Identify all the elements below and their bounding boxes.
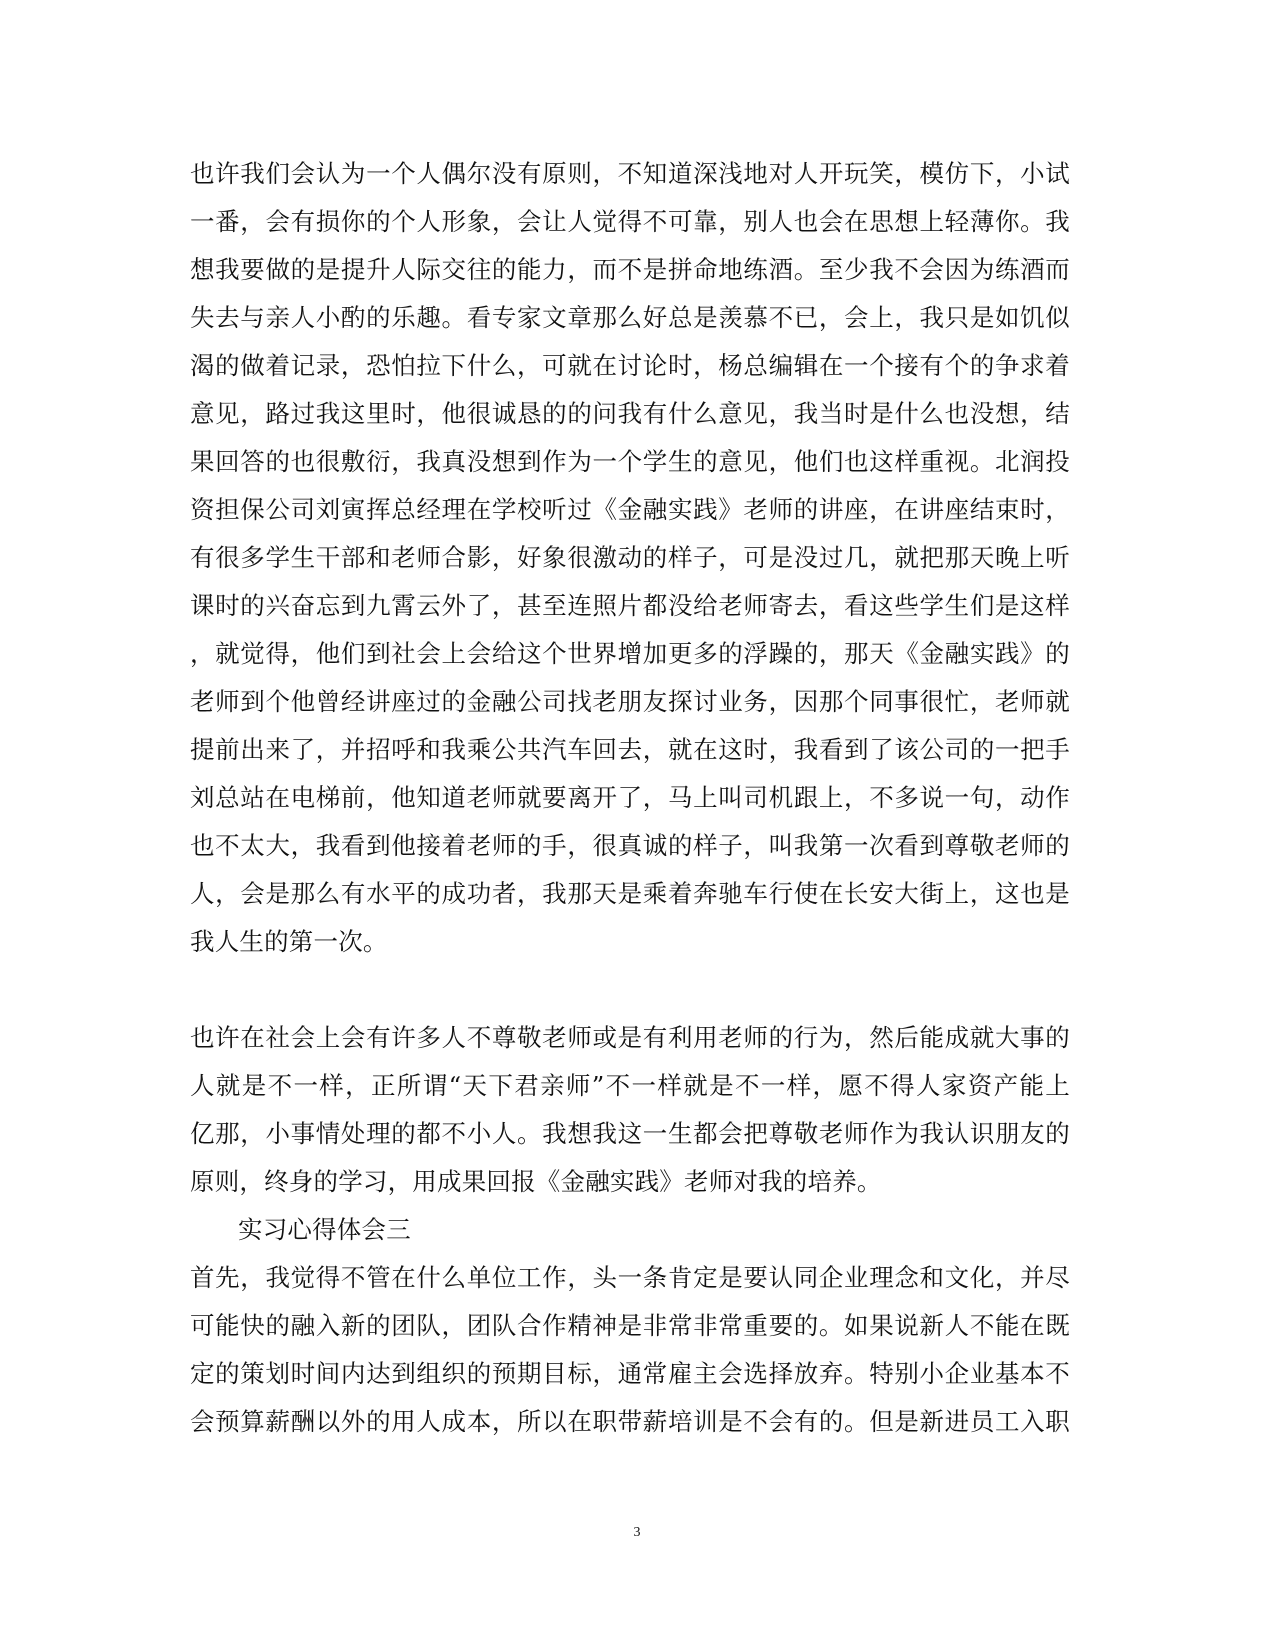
text-line: 亿那，小事情处理的都不小人。我想我这一生都会把尊敬老师作为我认识朋友的	[190, 1119, 1070, 1148]
text-line: 资担保公司刘寅挥总经理在学校听过《金融实践》老师的讲座，在讲座结束时，	[190, 495, 1070, 524]
text-line: 原则，终身的学习，用成果回报《金融实践》老师对我的培养。	[190, 1167, 882, 1196]
text-line: 也不太大，我看到他接着老师的手，很真诚的样子，叫我第一次看到尊敬老师的	[190, 831, 1070, 860]
text-line: 会预算薪酬以外的用人成本，所以在职带薪培训是不会有的。但是新进员工入职	[190, 1407, 1070, 1436]
text-line: 课时的兴奋忘到九霄云外了，甚至连照片都没给老师寄去，看这些学生们是这样	[190, 591, 1070, 620]
text-line: 人就是不一样，正所谓“天下君亲师”不一样就是不一样，愿不得人家资产能上	[190, 1071, 1070, 1100]
body-text	[190, 150, 1070, 1446]
text-line: 也许我们会认为一个人偶尔没有原则，不知道深浅地对人开玩笑，模仿下，小试	[190, 159, 1070, 188]
text-line: 提前出来了，并招呼和我乘公共汽车回去，就在这时，我看到了该公司的一把手	[190, 735, 1070, 764]
text-line: 人，会是那么有水平的成功者，我那天是乘着奔驰车行使在长安大街上，这也是	[190, 879, 1070, 908]
text-line: 有很多学生干部和老师合影，好象很激动的样子，可是没过几，就把那天晚上听	[190, 543, 1070, 572]
text-line: 失去与亲人小酌的乐趣。看专家文章那么好总是羡慕不已，会上，我只是如饥似	[190, 303, 1070, 332]
text-line: 老师到个他曾经讲座过的金融公司找老朋友探讨业务，因那个同事很忙，老师就	[190, 687, 1070, 716]
text-line: 意见，路过我这里时，他很诚恳的的问我有什么意见，我当时是什么也没想，结	[190, 399, 1070, 428]
text-line: 我人生的第一次。	[190, 927, 388, 956]
text-line: 果回答的也很敷衍，我真没想到作为一个学生的意见，他们也这样重视。北润投	[190, 447, 1070, 476]
text-line: 渴的做着记录，恐怕拉下什么，可就在讨论时，杨总编辑在一个接有个的争求着	[190, 351, 1070, 380]
text-line: ，就觉得，他们到社会上会给这个世界增加更多的浮躁的，那天《金融实践》的	[190, 639, 1070, 668]
text-line: 刘总站在电梯前，他知道老师就要离开了，马上叫司机跟上，不多说一句，动作	[190, 783, 1070, 812]
text-line: 定的策划时间内达到组织的预期目标，通常雇主会选择放弃。特别小企业基本不	[190, 1359, 1070, 1388]
section-heading: 实习心得体会三	[238, 1215, 411, 1244]
text-line: 也许在社会上会有许多人不尊敬老师或是有利用老师的行为，然后能成就大事的	[190, 1023, 1070, 1052]
text-line: 想我要做的是提升人际交往的能力，而不是拼命地练酒。至少我不会因为练酒而	[190, 255, 1070, 284]
text-line: 一番，会有损你的个人形象，会让人觉得不可靠，别人也会在思想上轻薄你。我	[190, 207, 1070, 236]
text-line: 可能快的融入新的团队，团队合作精神是非常非常重要的。如果说新人不能在既	[190, 1311, 1070, 1340]
paragraph-1	[190, 150, 1070, 966]
paragraph-3	[190, 1254, 1070, 1446]
page-number: 3	[633, 1525, 641, 1540]
text-line: 首先，我觉得不管在什么单位工作，头一条肯定是要认同企业理念和文化，并尽	[190, 1263, 1070, 1292]
paragraph-2	[190, 1014, 1070, 1206]
